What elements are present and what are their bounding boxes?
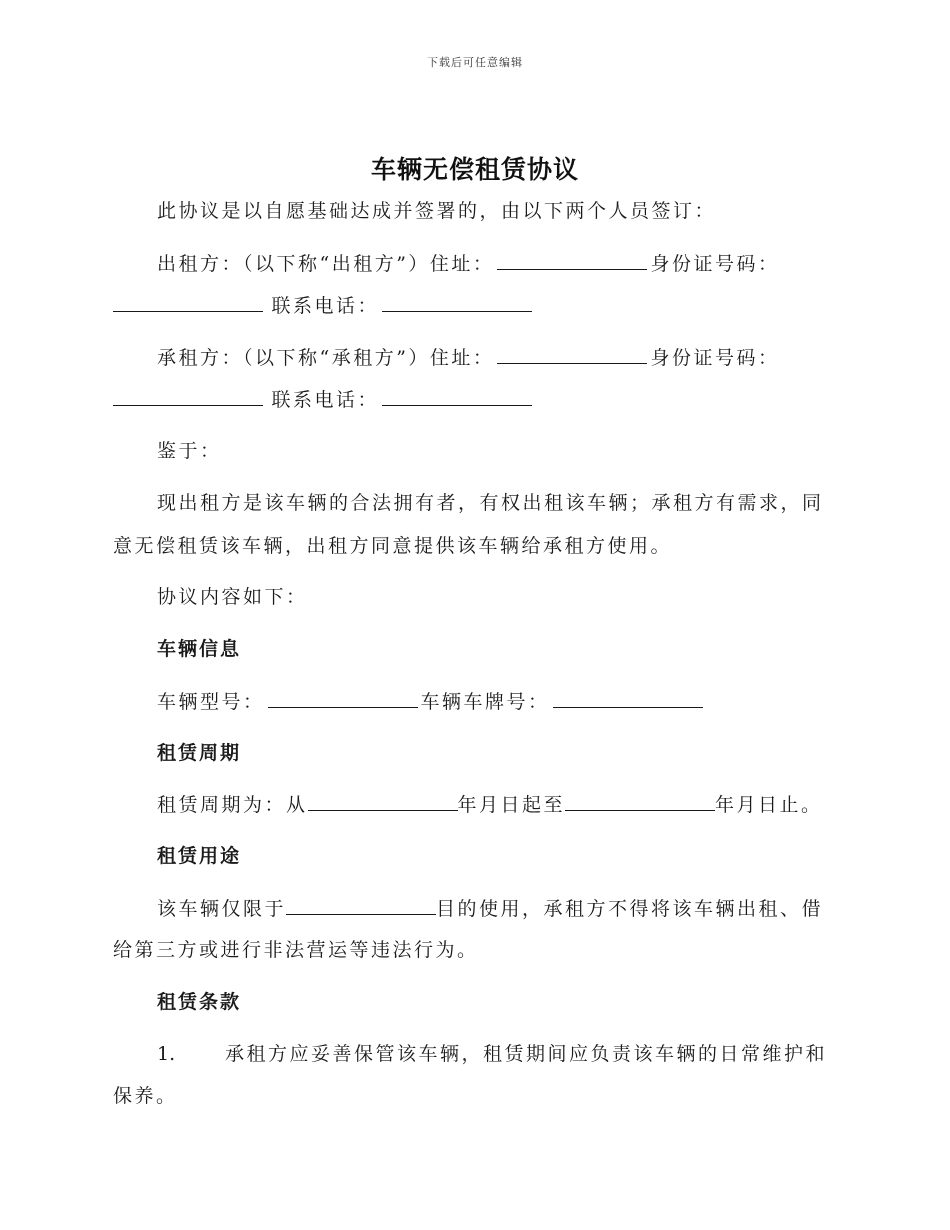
lease-period-suffix: 年月日止。 — [715, 794, 823, 816]
vehicle-plate-label: 车辆车牌号： — [420, 691, 550, 713]
lessor-id-blank[interactable] — [113, 292, 263, 312]
lease-terms-heading: 租赁条款 — [157, 991, 242, 1013]
whereas-label: 鉴于： — [157, 440, 222, 462]
lessee-line-1 — [157, 344, 887, 371]
vehicle-plate-blank[interactable] — [553, 688, 703, 708]
lease-period-prefix: 租赁周期为：从 — [157, 794, 308, 816]
lease-purpose-suffix: 目的使用，承租方不得将该车辆出租、借 — [436, 898, 824, 920]
lease-term-text: 承租方应妥善保管该车辆，租赁期间应负责该车辆的日常维护和 — [225, 1043, 828, 1065]
lease-term-item-1-cont: 保养。 — [113, 1085, 178, 1107]
vehicle-model-blank[interactable] — [268, 688, 418, 708]
lease-start-blank[interactable] — [308, 791, 458, 811]
lessee-line-2 — [113, 386, 843, 413]
vehicle-info-line — [157, 688, 887, 715]
lessor-line-2 — [113, 292, 843, 319]
lease-end-blank[interactable] — [565, 791, 715, 811]
lessor-phone-blank[interactable] — [382, 292, 532, 312]
intro-paragraph — [157, 198, 887, 224]
lessor-prefix: 出租方：（以下称“出租方”）住址： — [157, 253, 495, 275]
agreement-intro: 协议内容如下： — [157, 586, 308, 608]
lessee-id-label: 身份证号码： — [650, 347, 780, 369]
lessee-prefix: 承租方：（以下称“承租方”）住址： — [157, 347, 495, 369]
lease-purpose-blank[interactable] — [286, 895, 436, 915]
lease-term-number: 1. — [157, 1043, 176, 1065]
intro-text: 此协议是以自愿基础达成并签署的，由以下两个人员签订： — [157, 200, 717, 222]
document-title: 车辆无偿租赁协议 — [370, 155, 579, 184]
lessor-address-blank[interactable] — [497, 250, 647, 270]
whereas-paragraph-line-1: 现出租方是该车辆的合法拥有者，有权出租该车辆；承租方有需求，同 — [157, 492, 824, 514]
whereas-paragraph-line-2: 意无偿租赁该车辆，出租方同意提供该车辆给承租方使用。 — [113, 535, 673, 557]
lessee-address-blank[interactable] — [497, 344, 647, 364]
lessee-phone-label: 联系电话： — [271, 389, 380, 411]
lease-purpose-heading: 租赁用途 — [157, 845, 242, 867]
vehicle-model-label: 车辆型号： — [157, 691, 265, 713]
lessee-id-blank[interactable] — [113, 386, 263, 406]
page-header-note: 下载后可任意编辑 — [427, 56, 523, 69]
lease-purpose-line-2: 给第三方或进行非法营运等违法行为。 — [113, 939, 479, 961]
lease-purpose-line-1 — [157, 895, 887, 922]
lessor-phone-label: 联系电话： — [271, 295, 380, 317]
lease-period-line — [157, 791, 887, 818]
lessor-line-1 — [157, 250, 887, 277]
lease-period-middle: 年月日起至 — [457, 794, 566, 816]
lease-purpose-prefix: 该车辆仅限于 — [157, 898, 287, 920]
vehicle-info-heading: 车辆信息 — [157, 638, 242, 660]
lease-term-item-1 — [157, 1041, 887, 1067]
lessor-id-label: 身份证号码： — [650, 253, 780, 275]
lease-period-heading: 租赁周期 — [157, 742, 242, 764]
lessee-phone-blank[interactable] — [382, 386, 532, 406]
